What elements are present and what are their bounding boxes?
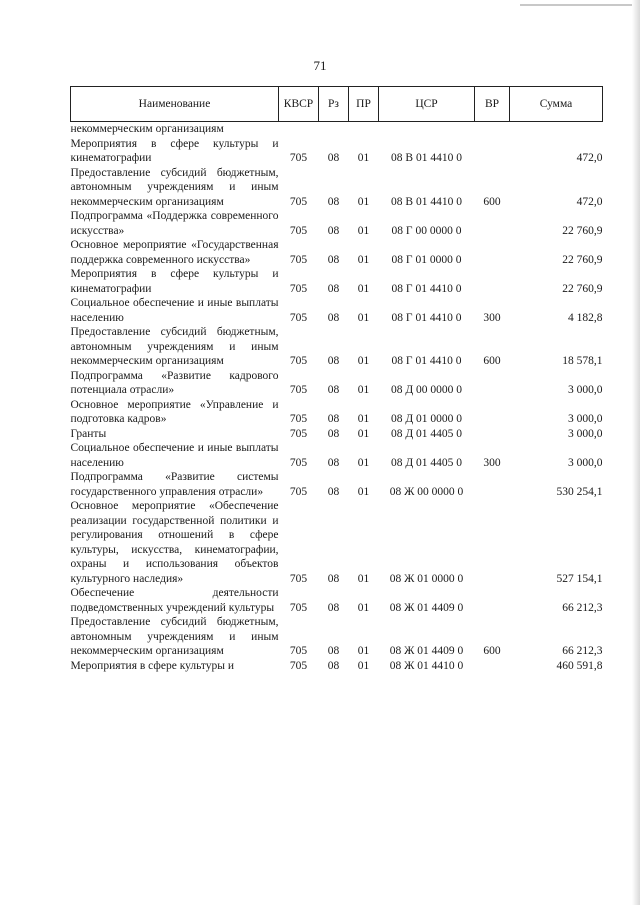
- page-number: 71: [313, 58, 327, 73]
- row-csr: 08 Г 01 4410 0: [391, 282, 462, 295]
- row-vr: [475, 659, 510, 674]
- row-rz: 08: [327, 413, 340, 425]
- row-pr: 01: [357, 572, 370, 585]
- row-kvsr: 705: [289, 311, 308, 324]
- scan-edge-right: [632, 0, 640, 905]
- row-kvsr: 705: [289, 195, 308, 208]
- row-vr: [475, 122, 510, 137]
- row-kvsr: 705: [289, 282, 308, 295]
- row-name: Мероприятия в сфере культуры и: [70, 659, 235, 672]
- row-rz: 08: [327, 195, 340, 208]
- row-csr: 08 Г 01 0000 0: [391, 253, 462, 266]
- header-vr: ВР: [475, 87, 510, 122]
- row-name: Предоставление субсидий бюджетным, автономным учреждениям и иным некоммерческим организациям: [70, 326, 279, 367]
- row-vr: [475, 137, 510, 166]
- row-pr: 01: [357, 456, 370, 469]
- row-sum: 22 760,9: [562, 224, 603, 237]
- row-name: Гранты: [70, 427, 107, 440]
- row-sum: 3 000,0: [568, 427, 603, 440]
- row-pr: 01: [357, 311, 370, 324]
- row-sum: 472,0: [576, 152, 603, 164]
- row-rz: 08: [327, 659, 340, 672]
- row-name: Мероприятия в сфере культуры и кинематографии: [70, 137, 279, 164]
- row-kvsr: 705: [289, 355, 308, 367]
- table-header-row: [71, 87, 603, 122]
- row-kvsr: 705: [289, 413, 308, 425]
- row-pr: 01: [357, 413, 370, 425]
- row-vr: [475, 209, 510, 238]
- row-kvsr: 705: [289, 485, 308, 498]
- row-kvsr: 705: [289, 152, 308, 164]
- row-rz: 08: [327, 601, 340, 614]
- table-row: [71, 615, 603, 659]
- row-csr: 08 Ж 01 4409 0: [389, 601, 464, 614]
- row-csr: 08 Д 01 0000 0: [390, 413, 463, 425]
- row-sum: 530 254,1: [556, 485, 603, 498]
- row-pr: 01: [357, 384, 370, 396]
- table-row: [71, 296, 603, 325]
- row-rz: 08: [327, 311, 340, 324]
- row-name: Социальное обеспечение и иные выплаты населению: [70, 297, 279, 324]
- row-kvsr: 705: [289, 384, 308, 396]
- row-csr: 08 Д 01 4405 0: [390, 456, 463, 469]
- table-row: [71, 369, 603, 398]
- table-row: [71, 659, 603, 674]
- row-csr: 08 Ж 00 0000 0: [389, 485, 464, 498]
- row-sum: [510, 122, 603, 137]
- row-kvsr: 705: [289, 601, 308, 614]
- row-rz: 08: [327, 456, 340, 469]
- row-pr: 01: [357, 601, 370, 614]
- row-sum: 22 760,9: [562, 253, 603, 266]
- row-sum: 472,0: [576, 195, 603, 208]
- row-sum: 460 591,8: [556, 659, 603, 672]
- row-kvsr: 705: [289, 645, 308, 657]
- row-pr: 01: [357, 224, 370, 237]
- row-name: Подпрограмма «Развитие системы государственного управления отрасли»: [70, 471, 279, 498]
- table-row: [71, 166, 603, 210]
- row-vr: 600: [483, 355, 501, 367]
- row-vr: 300: [483, 311, 501, 324]
- row-rz: 08: [327, 152, 340, 164]
- row-pr: 01: [357, 195, 370, 208]
- row-sum: 66 212,3: [562, 645, 603, 657]
- row-kvsr: 705: [289, 456, 308, 469]
- row-rz: [319, 122, 349, 137]
- row-name: Основное мероприятие «Государственная поддержка современного искусства»: [70, 239, 279, 266]
- table-row: [71, 398, 603, 427]
- row-name: Мероприятия в сфере культуры и кинематографии: [70, 268, 279, 295]
- row-name: Основное мероприятие «Управление и подготовка кадров»: [70, 398, 279, 425]
- row-vr: [475, 398, 510, 427]
- row-sum: 3 000,0: [568, 384, 603, 396]
- table-row: [71, 499, 603, 586]
- row-csr: 08 Д 00 0000 0: [390, 384, 463, 396]
- row-rz: 08: [327, 224, 340, 237]
- row-vr: [475, 267, 510, 296]
- row-csr: 08 Д 01 4405 0: [390, 427, 463, 440]
- row-csr: 08 Г 01 4410 0: [391, 311, 462, 324]
- scan-edge-top: [520, 4, 640, 6]
- row-kvsr: 705: [289, 427, 308, 440]
- row-csr: 08 Ж 01 4410 0: [389, 659, 464, 672]
- row-vr: 600: [483, 195, 501, 208]
- row-vr: [475, 470, 510, 499]
- row-sum: 527 154,1: [556, 572, 603, 585]
- row-rz: 08: [327, 355, 340, 367]
- row-name: Социальное обеспечение и иные выплаты населению: [70, 442, 279, 469]
- row-kvsr: 705: [289, 224, 308, 237]
- row-csr: 08 Ж 01 0000 0: [389, 572, 464, 585]
- table-row: [71, 137, 603, 166]
- row-rz: 08: [327, 282, 340, 295]
- header-name: Наименование: [71, 87, 279, 122]
- table-row: [71, 586, 603, 615]
- row-vr: 600: [483, 645, 501, 657]
- row-csr: 08 В 01 4410 0: [391, 195, 462, 208]
- row-pr: 01: [357, 485, 370, 498]
- row-kvsr: 705: [289, 572, 308, 585]
- table-row: [71, 470, 603, 499]
- row-vr: [475, 499, 510, 586]
- row-vr: 300: [483, 456, 501, 469]
- row-pr: 01: [357, 659, 370, 672]
- header-rz: Рз: [319, 87, 349, 122]
- table-row: [71, 325, 603, 369]
- row-pr: 01: [357, 427, 370, 440]
- row-vr: [475, 586, 510, 615]
- row-name: Основное мероприятие «Обеспечение реализации государственной политики и регулирования отношений в сфере культуры, искусства, кинематографии, охраны и использования объектов культурного наследия»: [70, 500, 279, 585]
- header-kvsr: КВСР: [279, 87, 319, 122]
- row-rz: 08: [327, 572, 340, 585]
- table-row: [71, 267, 603, 296]
- row-pr: 01: [357, 253, 370, 266]
- row-sum: 22 760,9: [562, 282, 603, 295]
- row-name: Обеспечение деятельности подведомственных учреждений культуры: [70, 587, 279, 614]
- row-pr: 01: [357, 282, 370, 295]
- row-sum: 4 182,8: [568, 311, 603, 324]
- table-row: [71, 209, 603, 238]
- table-row: [71, 238, 603, 267]
- row-rz: 08: [327, 253, 340, 266]
- budget-table: [70, 86, 603, 673]
- table-row: [71, 427, 603, 442]
- header-sum: Сумма: [510, 87, 603, 122]
- row-rz: 08: [327, 645, 340, 657]
- row-pr: 01: [357, 645, 370, 657]
- row-kvsr: [279, 122, 319, 137]
- row-vr: [475, 369, 510, 398]
- row-csr: [379, 122, 475, 137]
- row-name: Подпрограмма «Поддержка современного искусства»: [70, 210, 279, 237]
- row-csr: 08 Г 00 0000 0: [391, 224, 462, 237]
- row-name: Подпрограмма «Развитие кадрового потенциала отрасли»: [70, 369, 279, 396]
- row-pr: [349, 122, 379, 137]
- row-csr: 08 Ж 01 4409 0: [389, 645, 464, 657]
- row-rz: 08: [327, 485, 340, 498]
- header-csr: ЦСР: [379, 87, 475, 122]
- row-sum: 3 000,0: [568, 413, 603, 425]
- row-sum: 18 578,1: [562, 355, 603, 367]
- row-name: Предоставление субсидий бюджетным, автономным учреждениям и иным некоммерческим организациям: [70, 166, 279, 208]
- row-csr: 08 Г 01 4410 0: [391, 355, 462, 367]
- row-kvsr: 705: [289, 253, 308, 266]
- row-vr: [475, 427, 510, 442]
- row-csr: 08 В 01 4410 0: [391, 152, 462, 164]
- row-name: некоммерческим организациям: [70, 123, 224, 135]
- table-row: [71, 441, 603, 470]
- row-sum: 66 212,3: [562, 601, 603, 614]
- row-name: Предоставление субсидий бюджетным, автономным учреждениям и иным некоммерческим организациям: [70, 616, 279, 657]
- row-kvsr: 705: [289, 659, 308, 672]
- row-rz: 08: [327, 427, 340, 440]
- table-row: [71, 122, 603, 137]
- row-rz: 08: [327, 384, 340, 396]
- row-pr: 01: [357, 152, 370, 164]
- header-pr: ПР: [349, 87, 379, 122]
- row-sum: 3 000,0: [568, 456, 603, 469]
- row-vr: [475, 238, 510, 267]
- row-pr: 01: [357, 355, 370, 367]
